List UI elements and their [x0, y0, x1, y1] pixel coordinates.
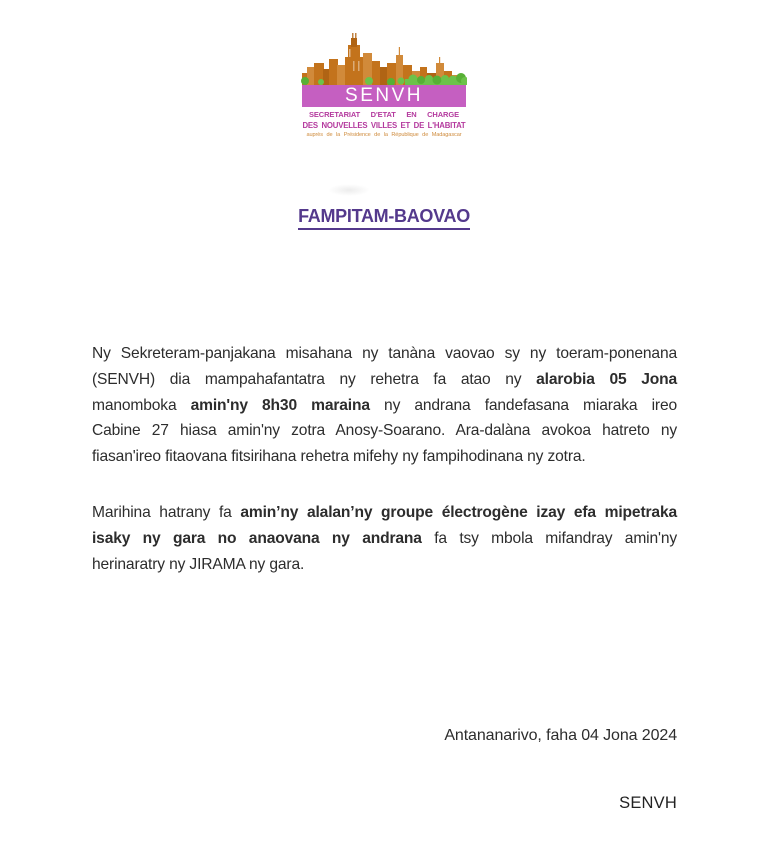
signature: SENVH [619, 794, 677, 812]
text-line: fiasan'ireo fitaovana fitsirihana rehetra mifehy ny fampihodinana ny zotra. [92, 448, 586, 466]
text-line: Cabine 27 hiasa amin'ny zotra Anosy-Soarano. Ara-dalàna avokoa hatreto ny [92, 422, 677, 440]
text-line: isaky ny gara no anaovana ny andrana fa tsy mbola mifandray amin'ny [92, 529, 677, 547]
city-skyline-icon [301, 33, 467, 85]
text-line: manomboka amin'ny 8h30 maraina ny andrana fandefasana miaraka ireo [92, 396, 677, 414]
logo-subtitle-line2: DES NOUVELLES VILLES ET DE L'HABITAT [302, 121, 466, 130]
paragraph-announcement [92, 341, 677, 470]
logo-banner [302, 85, 466, 107]
text-line: Marihina hatrany fa amin’ny alalan’ny groupe électrogène izay efa mipetraka [92, 504, 677, 521]
paragraph-note [92, 500, 677, 577]
scan-smudge [328, 184, 370, 196]
text-line: herinaratry ny JIRAMA ny gara. [92, 555, 305, 573]
document-title: FAMPITAM-BAOVAO [0, 206, 768, 227]
logo-subtitle-line3: auprès de la Présidence de la République de Madagascar [306, 132, 462, 138]
text-line: Ny Sekreteram-panjakana misahana ny tanàna vaovao sy ny toeram-ponenana [92, 345, 677, 362]
dateline: Antananarivo, faha 04 Jona 2024 [444, 727, 677, 744]
logo-subtitle-line1: SECRETARIAT D'ETAT EN CHARGE [309, 110, 459, 119]
text-line: (SENVH) dia mampahafantatra ny rehetra fa atao ny alarobia 05 Jona [92, 370, 677, 388]
logo-acronym: SENVH [345, 85, 423, 106]
senvh-logo [301, 33, 467, 138]
